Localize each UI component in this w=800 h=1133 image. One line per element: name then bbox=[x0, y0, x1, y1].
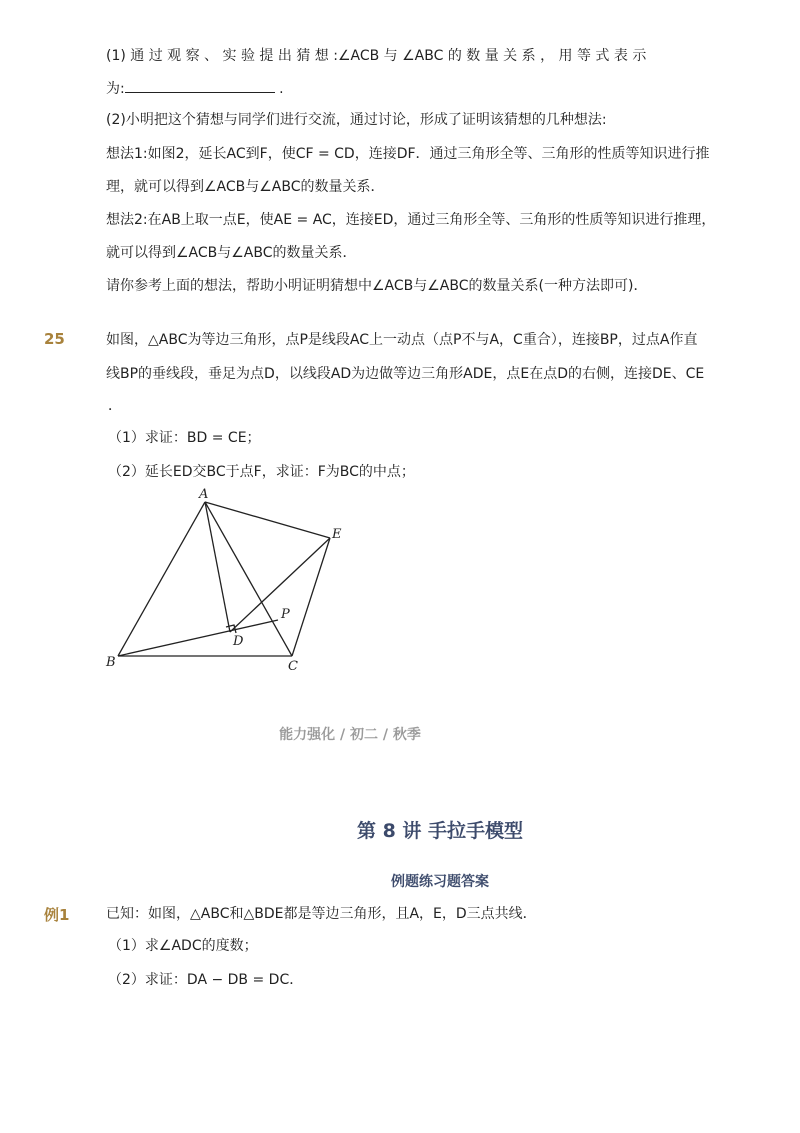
segment-bp bbox=[118, 620, 278, 656]
prev-request: 请你参考上面的想法，帮助小明证明猜想中∠ACB与∠ABC的数量关系(一种方法即可)． bbox=[106, 278, 648, 294]
problem25-line2: 线BP的垂线段，垂足为点D，以线段AD为边做等边三角形ADE，点E在点D的右侧，连接DE、CE bbox=[106, 366, 705, 382]
label-e: E bbox=[332, 527, 342, 542]
segment-ad bbox=[205, 502, 230, 632]
idea2-line1: 想法2:在AB上取一点E，使AE = AC，连接ED，通过三角形全等、三角形的性质等知识进行推理， bbox=[106, 212, 716, 228]
page-footer: 能力强化 / 初二 / 秋季 bbox=[279, 727, 421, 743]
problem25-line3: ． bbox=[108, 398, 122, 414]
example1-q2: （2）求证：DA − DB = DC． bbox=[108, 972, 304, 988]
section-subtitle: 例题练习题答案 bbox=[391, 874, 489, 890]
label-a: A bbox=[199, 487, 209, 502]
idea1-line1: 想法1:如图2，延长AC到F，使CF = CD，连接DF．通过三角形全等、三角形的性质等知识进行推 bbox=[106, 146, 710, 162]
label-c: C bbox=[288, 659, 298, 674]
geometry-figure bbox=[100, 484, 360, 684]
example1-q1: （1）求∠ADC的度数； bbox=[108, 938, 258, 954]
example-label: 例1 bbox=[44, 906, 70, 924]
prev-q2-intro: (2)小明把这个猜想与同学们进行交流，通过讨论，形成了证明该猜想的几种想法: bbox=[106, 112, 607, 128]
problem25-line1: 如图，△ABC为等边三角形，点P是线段AC上一动点（点P不与A，C重合），连接BP，过点A作直 bbox=[106, 332, 698, 348]
prev-q1-suffix: . bbox=[274, 81, 284, 97]
problem-number: 25 bbox=[44, 330, 65, 348]
answer-blank[interactable] bbox=[125, 78, 275, 93]
idea2-line2: 就可以得到∠ACB与∠ABC的数量关系． bbox=[106, 245, 357, 261]
lecture-title: 第 8 讲 手拉手模型 bbox=[356, 820, 524, 842]
label-d: D bbox=[233, 634, 244, 649]
example1-statement: 已知：如图，△ABC和△BDE都是等边三角形，且A，E，D三点共线． bbox=[106, 906, 537, 922]
problem25-q1: （1）求证：BD = CE； bbox=[108, 430, 261, 446]
segment-ab bbox=[118, 502, 205, 656]
problem25-q2: （2）延长ED交BC于点F，求证：F为BC的中点； bbox=[108, 464, 415, 480]
label-p: P bbox=[281, 607, 290, 622]
prev-q1-line1: (1) 通 过 观 察 、 实 验 提 出 猜 想 :∠ACB 与 ∠ABC 的 数 量 关 系 ， 用 等 式 表 示 bbox=[106, 48, 647, 64]
prev-q1-line2 bbox=[106, 78, 284, 99]
segment-ae bbox=[205, 502, 330, 538]
label-b: B bbox=[106, 655, 116, 670]
idea1-line2: 理，就可以得到∠ACB与∠ABC的数量关系． bbox=[106, 179, 385, 195]
prev-q1-prefix: 为: bbox=[106, 81, 125, 97]
